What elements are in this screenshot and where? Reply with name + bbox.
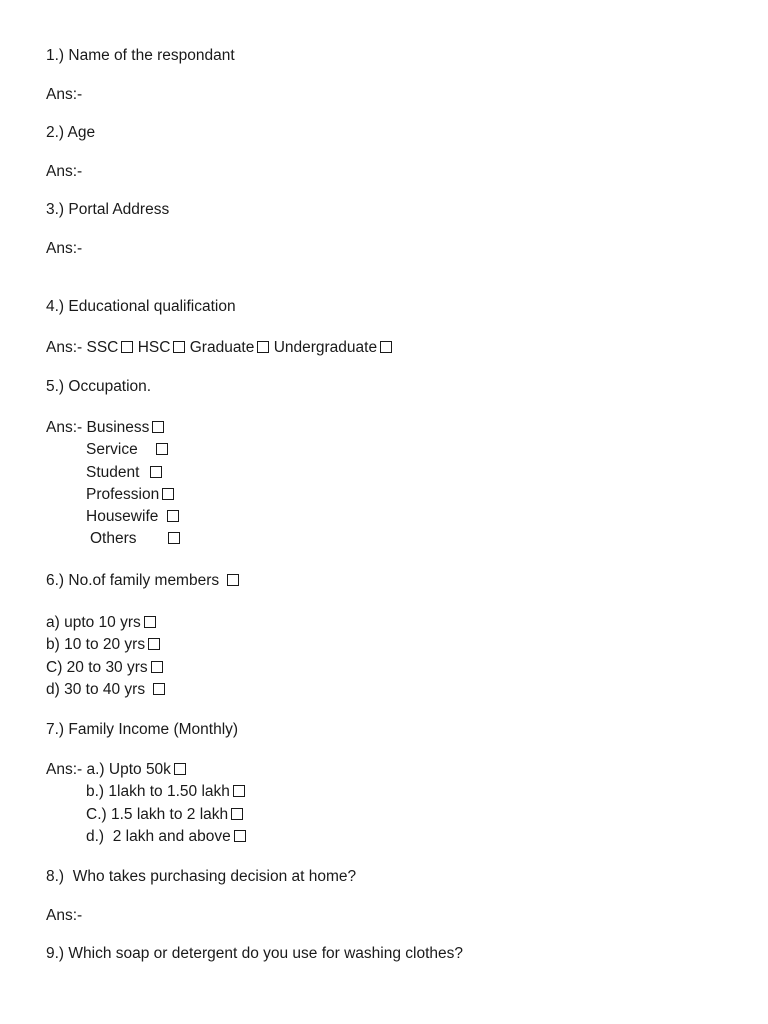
answer-7-label: Ans:- [46, 761, 83, 778]
checkbox-income-a[interactable] [174, 763, 186, 775]
family-option-a-label: a) upto 10 yrs [46, 614, 141, 631]
family-option-d [46, 680, 165, 700]
family-option-c-label: C) 20 to 30 yrs [46, 659, 148, 676]
checkbox-income-b[interactable] [233, 785, 245, 797]
occupation-row-4 [86, 485, 174, 505]
question-6: 6.) No.of family members [46, 572, 220, 589]
checkbox-family-members[interactable] [227, 574, 239, 586]
checkbox-family-a[interactable] [144, 616, 156, 628]
checkbox-family-d[interactable] [153, 683, 165, 695]
question-1: 1.) Name of the respondant [46, 47, 235, 64]
checkbox-student[interactable] [150, 466, 162, 478]
income-option-a: a.) Upto 50k [86, 761, 171, 778]
income-row-c [86, 805, 243, 825]
question-4: 4.) Educational qualification [46, 298, 236, 315]
checkbox-ssc[interactable] [121, 341, 133, 353]
income-option-b: b.) 1lakh to 1.50 lakh [86, 783, 230, 800]
education-option-ssc: SSC [86, 339, 119, 356]
checkbox-housewife[interactable] [167, 510, 179, 522]
income-option-d: d.) 2 lakh and above [86, 828, 231, 845]
checkbox-profession[interactable] [162, 488, 174, 500]
education-option-hsc: HSC [137, 339, 171, 356]
occupation-housewife: Housewife [86, 508, 159, 525]
checkbox-service[interactable] [156, 443, 168, 455]
income-row-d [86, 827, 246, 847]
occupation-row-6 [90, 529, 180, 549]
family-option-b [46, 635, 160, 655]
occupation-row-3 [86, 463, 162, 483]
checkbox-income-d[interactable] [234, 830, 246, 842]
answer-5-label: Ans:- [46, 419, 83, 436]
occupation-profession: Profession [86, 486, 160, 503]
occupation-row-1 [46, 418, 164, 438]
answer-2: Ans:- [46, 163, 83, 180]
question-2: 2.) Age [46, 124, 96, 141]
occupation-others: Others [90, 530, 137, 547]
answer-1: Ans:- [46, 86, 83, 103]
checkbox-income-c[interactable] [231, 808, 243, 820]
education-option-undergraduate: Undergraduate [273, 339, 378, 356]
answer-8: Ans:- [46, 907, 83, 924]
income-row-b [86, 782, 245, 802]
occupation-row-2 [86, 440, 168, 460]
question-9: 9.) Which soap or detergent do you use for washing clothes? [46, 945, 464, 962]
answer-4-row [46, 338, 392, 358]
question-6-row [46, 571, 239, 591]
checkbox-graduate[interactable] [257, 341, 269, 353]
checkbox-others[interactable] [168, 532, 180, 544]
question-8: 8.) Who takes purchasing decision at home? [46, 868, 357, 885]
checkbox-family-c[interactable] [151, 661, 163, 673]
answer-3: Ans:- [46, 240, 83, 257]
family-option-d-label: d) 30 to 40 yrs [46, 681, 146, 698]
family-option-c [46, 658, 163, 678]
occupation-service: Service [86, 441, 138, 458]
checkbox-business[interactable] [152, 421, 164, 433]
checkbox-hsc[interactable] [173, 341, 185, 353]
question-7: 7.) Family Income (Monthly) [46, 721, 239, 738]
checkbox-undergraduate[interactable] [380, 341, 392, 353]
checkbox-family-b[interactable] [148, 638, 160, 650]
income-option-c: C.) 1.5 lakh to 2 lakh [86, 806, 229, 823]
occupation-row-5 [86, 507, 179, 527]
family-option-a [46, 613, 156, 633]
answer-4-label: Ans:- [46, 339, 83, 356]
question-3: 3.) Portal Address [46, 201, 170, 218]
income-row-a [46, 760, 186, 780]
occupation-student: Student [86, 464, 140, 481]
education-option-graduate: Graduate [189, 339, 255, 356]
occupation-business: Business [86, 419, 150, 436]
family-option-b-label: b) 10 to 20 yrs [46, 636, 146, 653]
question-5: 5.) Occupation. [46, 378, 152, 395]
